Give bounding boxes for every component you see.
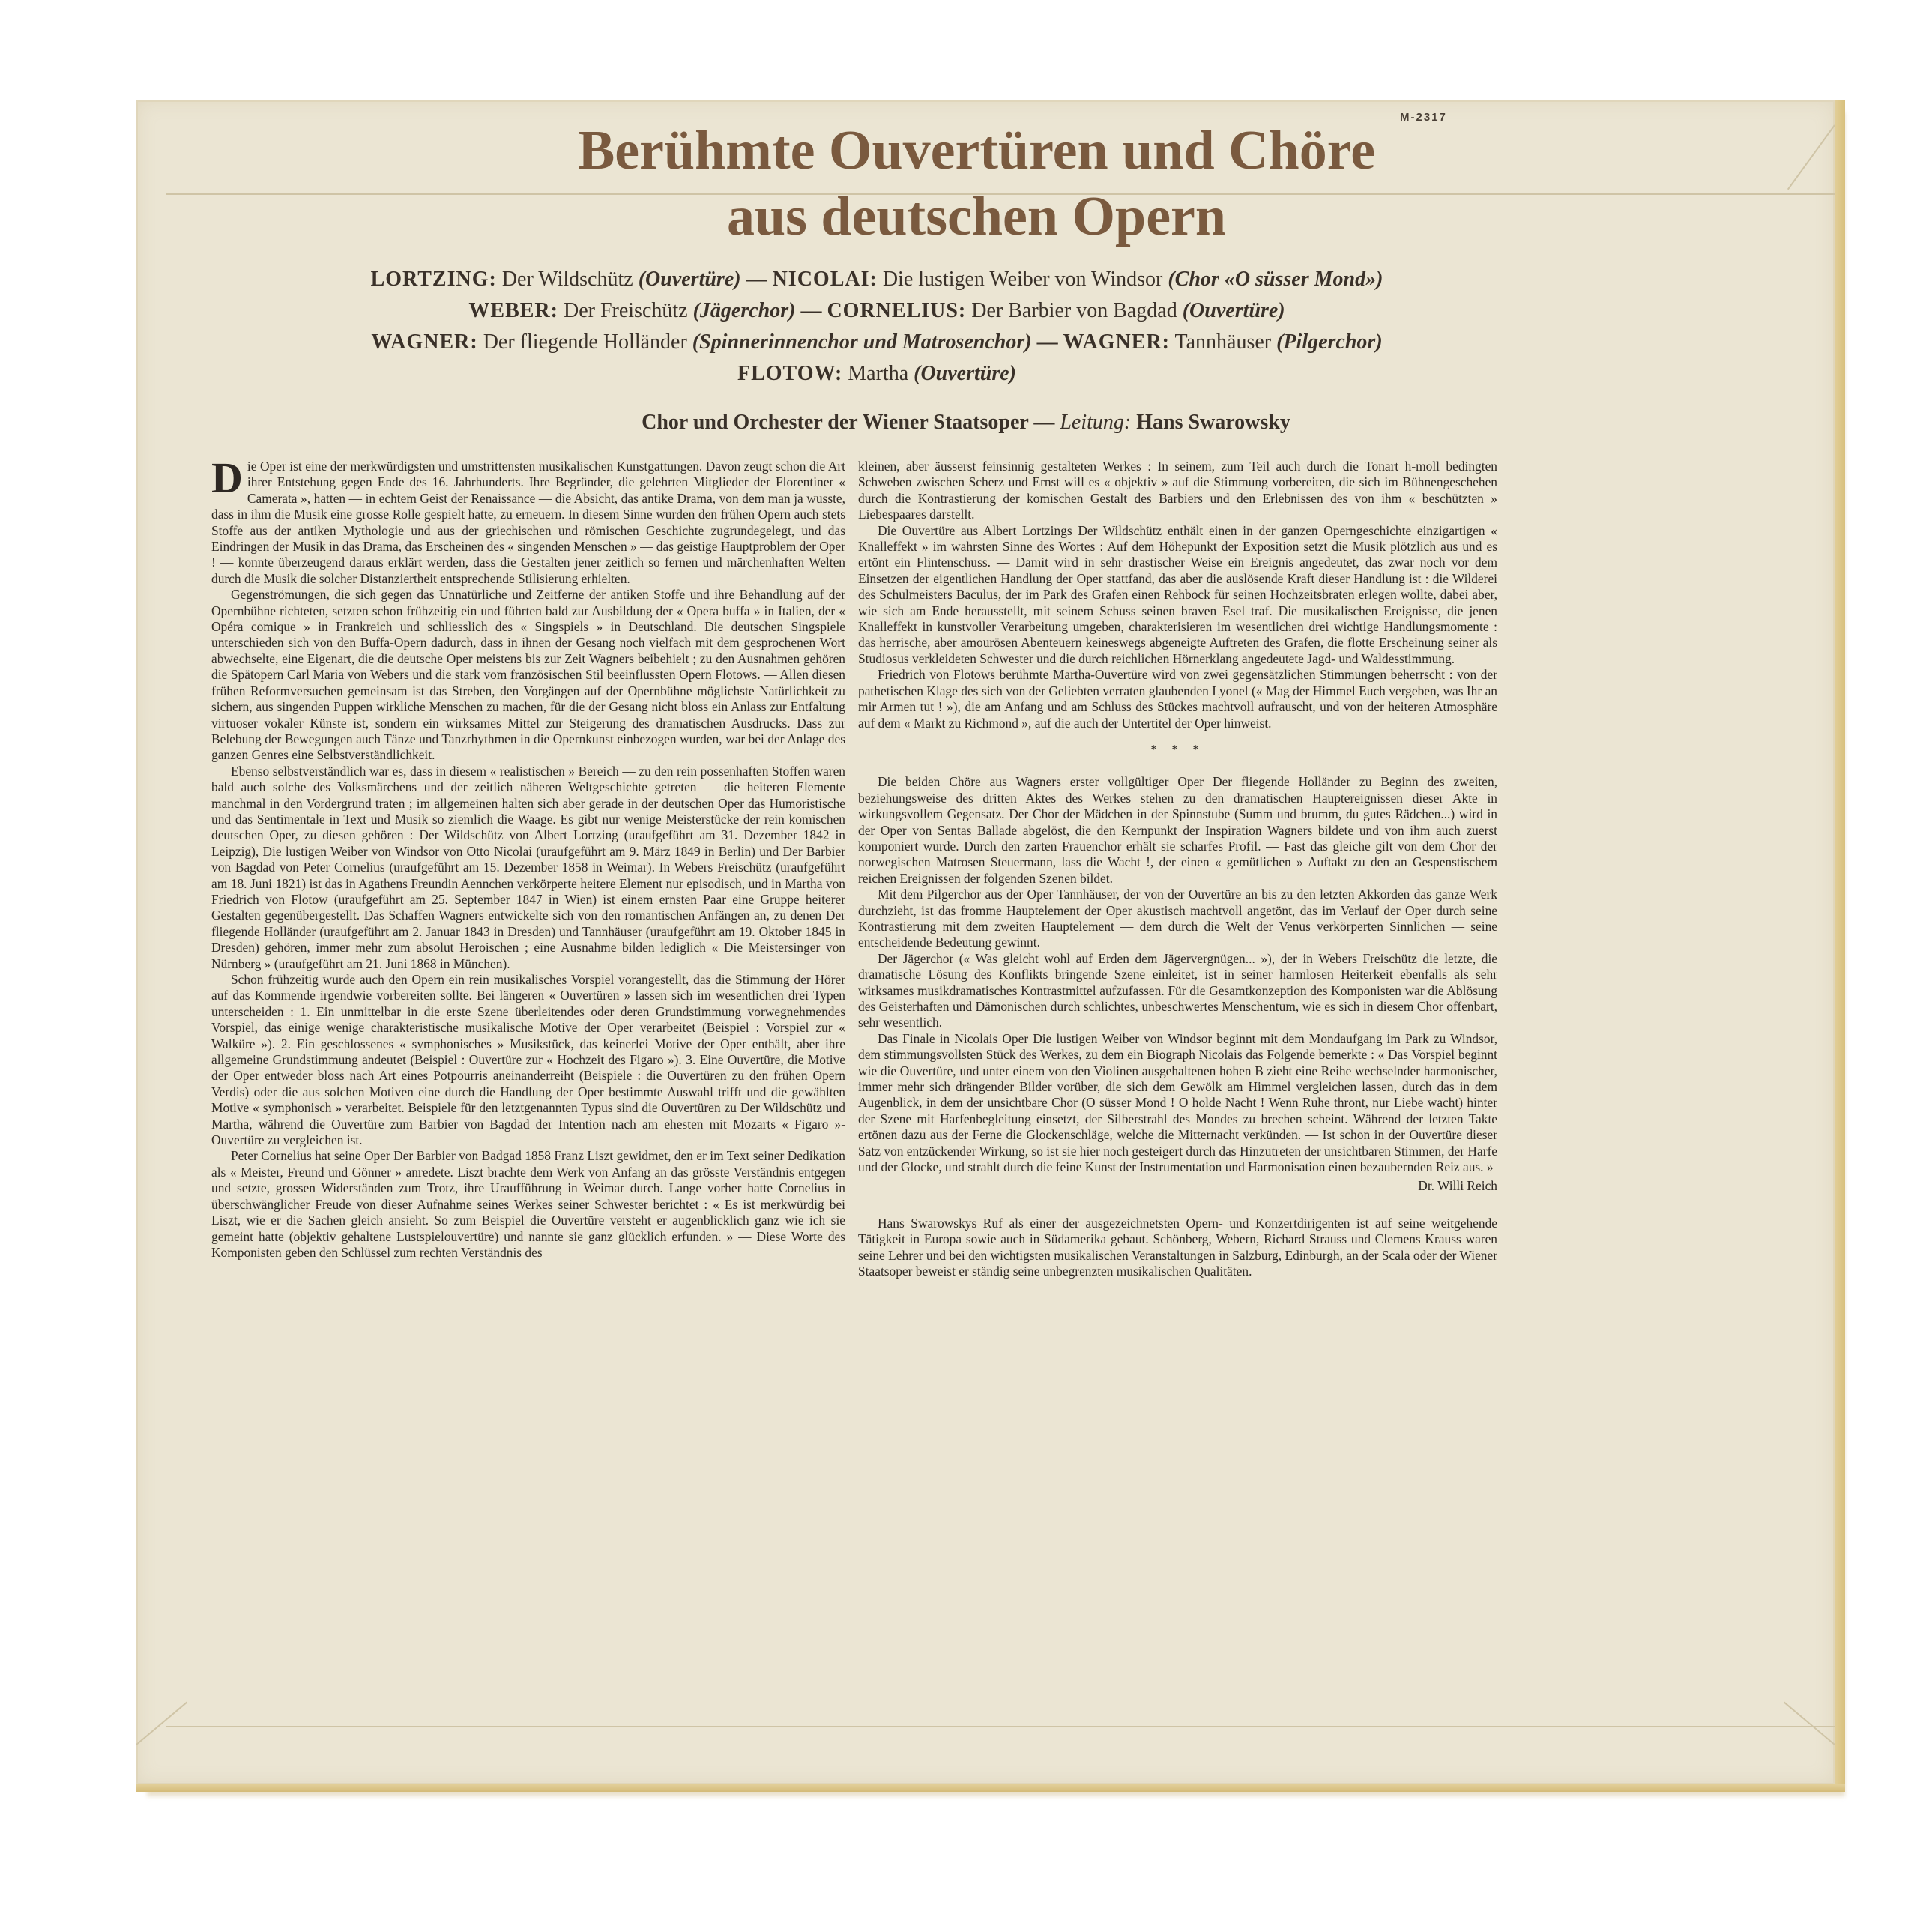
paragraph: Die beiden Chöre aus Wagners erster vollgültiger Oper Der fliegende Holländer zu Beginn des zweiten, beziehungsweise des dritten Aktes des Werkes stehen zu den dramatischen Hauptereignissen dieser Akte in wirkungsvollem Gegensatz. Der Chor der Mädchen in der Spinnstube (Summ und brumm, du gutes Rädchen...) wird in der Oper von Sentas Ballade abgelöst, die den Kernpunkt der Inspiration Wagners bildete und von ihm auch zuerst komponiert wurde. Durch den zarten Frauenchor erhält sie scharfes Profil. — Fast das gleiche gilt von dem Chor der norwegischen Matrosen Steuermann, lass die Wacht !, der einen « gemütlichen » Auftakt zu den an Gespenstischem reichen Ereignissen der folgenden Szenen bildet. [858,774,1497,886]
program-listing [97,264,1656,390]
work-detail: (Ouvertüre) [1182,299,1285,322]
work-title: Der Barbier von Bagdad [971,299,1177,322]
program-line [97,295,1656,327]
work-detail: (Pilgerchor) [1276,330,1383,354]
paragraph: Peter Cornelius hat seine Oper Der Barbier von Badgad 1858 Franz Liszt gewidmet, den er im Text seiner Dedikation als « Meister, Freund und Gönner » anredete. Liszt brachte dem Werk von Anfang an das grösste Verständnis entgegen und setzte, grossen Widerständen zum Trotz, ihre Uraufführung in Weimar durch. Lange vorher hatte Cornelius in überschwänglicher Freude von dieser Aufnahme seines Werkes seiner Schwester berichtet : « Es ist merkwürdig bei Liszt, wie er die Sachen gleich ansieht. So zum Beispiel die Ouvertüre versteht er augenblicklich ganz wie ich sie gemeint hatte (objektiv gehaltene Lustspielouvertüre) und nannte sie ganz glücklich erfunden. » — Diese Worte des Komponisten geben den Schlüssel zum rechten Verständnis des [211,1148,845,1260]
flap-crease-bottom-left [136,1702,187,1745]
paragraph: Die Ouvertüre aus Albert Lortzings Der Wildschütz enthält einen in der ganzen Operngeschichte einzigartigen « Knalleffekt » im wahrsten Sinne des Wortes : Auf dem Höhepunkt der Exposition setzt die Musik plötzlich aus und es ertönt ein Flintenschuss. — Damit wird in sehr drastischer Weise ein Ereignis angedeutet, das zwar noch vor dem Einsetzen der eigentlichen Handlung der Oper stattfand, das aber die auslösende Kraft dieser Handlung ist : die Wilderei des Schulmeisters Baculus, der im Park des Grafen einen Rehbock für seinen Hochzeitsbraten erlegen wollte, dabei aber, wie sich am Ende herausstellt, mit seinem Schuss seinen braven Esel traf. Die musikalischen Ereignisse, die jenen Knalleffekt in kunstvoller Verarbeitung umgeben, charakterisieren im wesentlichen drei wichtige Handlungsmomente : das herrische, aber amourösen Abenteuern keineswegs abgeneigte Auftreten des Grafen, die flotte Erscheinung seiner als Studiosus verkleideten Schwester und die durch reichlichen Hörnerklang angedeutete Jagd- und Waldesstimmung. [858,522,1497,666]
section-divider-stars: * * * [1150,743,1205,756]
work-title: Tannhäuser [1174,330,1272,354]
work-detail: (Spinnerinnenchor und Matrosenchor) [692,330,1032,354]
flap-crease-bottom-right [1784,1702,1835,1745]
ensemble-name: Chor und Orchester der Wiener Staatsoper [642,411,1029,434]
work-title: Der Freischütz [563,299,688,322]
work-title: Der Wildschütz [501,268,633,291]
glue-flap-bottom [166,1726,1835,1727]
paragraph: Schon frühzeitig wurde auch den Opern ein rein musikalisches Vorspiel vorangestellt, das die Stimmung der Hörer auf das Kommende irgendwie vorbereiten sollte. Bei längeren « Ouvertüren » lassen sich im wesentlichen drei Typen unterscheiden : 1. Ein unmittelbar in die erste Szene überleitendes oder deren Grundstimmung vorwegnehmendes Vorspiel, das einige wenige charakteristische musikalische Motive der Oper verarbeitet (Beispiel : Vorspiel zur « Walküre »). 2. Ein geschlossenes « symphonisches » Musikstück, das keinerlei Motive der Oper enthält, aber ihre allgemeine Grundstimmung andeutet (Beispiel : Ouvertüre zur « Hochzeit des Figaro »). 3. Eine Ouvertüre, die Motive der Oper entweder bloss nach Art eines Potpourris aneinanderreiht (Beispiele : die Ouvertüren zu den frühen Opern Verdis) oder die aus solchen Motiven eine durch die Handlung der Oper bestimmte Auswahl trifft und die gewählten Motive « symphonisch » verarbeitet. Beispiele für den letztgenannten Typus sind die Ouvertüren zu Der Wildschütz und Martha, während die Ouvertüre zum Barbier von Bagdad der Intention nach am ehesten mit Mozarts « Figaro »-Ouvertüre zu vergleichen ist. [211,972,845,1148]
separator: — [746,268,767,291]
composer: WEBER: [468,299,558,322]
work-title: Martha [848,362,909,385]
separator: — [1036,330,1058,354]
paragraph: Ebenso selbstverständlich war es, dass in diesem « realistischen » Bereich — zu den rein possenhaften Stoffen waren bald auch solche des Volksmärchens und der zeitlich näheren Weltgeschichte getreten — die heiteren Elemente manchmal in den Vordergrund traten ; im allgemeinen halten sich aber gerade in der deutschen Oper das Humoristische und das Sentimentale in Text und Musik so ziemlich die Waage. Es gibt nur wenige Meisterstücke der rein komischen deutschen Oper, zu diesen gehören : Der Wildschütz von Albert Lortzing (uraufgeführt am 31. Dezember 1842 in Leipzig), Die lustigen Weiber von Windsor von Otto Nicolai (uraufgeführt am 9. März 1849 in Berlin) und Der Barbier von Bagdad von Peter Cornelius (uraufgeführt am 15. Dezember 1858 in Weimar). In Webers Freischütz (uraufgeführt am 18. Juni 1821) ist das in Agathens Freundin Aennchen verkörperte heitere Element nur episodisch, und in Martha von Friedrich von Flotow (uraufgeführt am 25. September 1847 in Wien) ist einem ernsten Paar eine Gruppe heiterer Gestalten gegenübergestellt. Das Schaffen Wagners entwickelte sich von den romantischen Anfängen an, zu denen Der fliegende Holländer (uraufgeführt am 2. Januar 1843 in Dresden) und Tannhäuser (uraufgeführt am 19. Oktober 1845 in Dresden) gehören, immer mehr zum absolut Heroischen ; eine Ausnahme bilden lediglich « Die Meistersinger von Nürnberg » (uraufgeführt am 21. Juni 1868 in München). [211,763,845,971]
composer: CORNELIUS: [827,299,967,322]
composer: WAGNER: [371,330,478,354]
album-title-line-1: Berühmte Ouvertüren und Chöre [577,120,1376,181]
catalog-number: M-2317 [1400,111,1447,124]
paragraph: Mit dem Pilgerchor aus der Oper Tannhäuser, der von der Ouvertüre an bis zu den letzten Akkorden das ganze Werk durchzieht, ist das fromme Hauptelement der Oper akustisch machtvoll angetönt, das im Verlauf der Oper durch seine Kontrastierung mit dem zweiten Hauptelement — dem durch die Welt der Venus verkörperten Sinnlichen — seine entscheidende Bedeutung gewinnt. [858,887,1497,950]
paragraph: Friedrich von Flotows berühmte Martha-Ouvertüre wird von zwei gegensätzlichen Stimmungen beherrscht : von der pathetischen Klage des sich von der Geliebten verraten glaubenden Lyonel (« Mag der Himmel Euch vergeben, was Ihr an mir Armen tut ! »), die am Anfang und am Schluss des Stückes machtvoll aufrauscht, und von der heiteren Atmosphäre auf dem « Markt zu Richmond », auf die auch der Untertitel der Oper hinweist. [858,667,1497,731]
work-detail: (Ouvertüre) [914,362,1017,385]
conductor-label: Leitung: [1060,411,1132,434]
album-title-line-2: aus deutschen Opern [726,186,1227,247]
work-title: Die lustigen Weiber von Windsor [882,268,1163,291]
composer: FLOTOW: [737,362,843,385]
conductor-name: Hans Swarowsky [1136,411,1290,434]
sleeve-edge-bottom [136,1784,1845,1792]
work-title: Der fliegende Holländer [483,330,687,354]
work-detail: (Chor «O süsser Mond») [1168,268,1383,291]
composer: WAGNER: [1063,330,1170,354]
conductor-biography: Hans Swarowskys Ruf als einer der ausgezeichnetsten Opern- und Konzertdirigenten ist auf seine weitgehende Tätigkeit in Europa sowie auch in Südamerika gebaut. Schönberg, Webern, Richard Strauss und Clemens Krauss waren seine Lehrer und bei den wichtigsten musikalischen Veranstaltungen in Salzburg, Edinburgh, an der Scala oder der Wiener Staatsoper beweist er ständig seine unbegrenzten musikalischen Qualitäten. [858,1215,1497,1279]
program-line [97,264,1656,295]
paragraph: Die Oper ist eine der merkwürdigsten und umstrittensten musikalischen Kunstgattungen. Davon zeugt schon die Art ihrer Entstehung gegen Ende des 16. Jahrhunderts. Ihre Begründer, die gelehrten Mitglieder der Florentiner « Camerata », hatten — in echtem Geist der Renaissance — die Absicht, das antike Drama, von dem man ja wusste, dass in ihm die Musik eine grosse Rolle gespielt hatte, zu erneuern. In diesem Sinne wurden den frühen Opern auch stets Stoffe aus der antiken Mythologie und aus der griechischen und römischen Geschichte zugrundegelegt, und das Eindringen der Musik in das Drama, das Erscheinen des « singenden Menschen » — das geistige Hauptproblem der Oper ! — konnte überzeugend daraus erklärt werden, dass die Gestalten jener zeitlich so fernen und märchenhaften Welten durch die Musik die solcher Distanziertheit entsprechende Stilisierung erhielten. [211,453,845,586]
work-detail: (Ouvertüre) [638,268,741,291]
composer: NICOLAI: [772,268,878,291]
program-line [97,327,1656,358]
composer: LORTZING: [370,268,497,291]
paragraph: Gegenströmungen, die sich gegen das Unnatürliche und Zeitferne der antiken Stoffe und ihre Behandlung auf der Opernbühne richteten, setzten schon frühzeitig ein und führten bald zur Ausbildung der « Opera buffa » in Italien, der « Opéra comique » in Frankreich und schliesslich des « Singspiels » in Deutschland. Die deutschen Singspiele unterschieden sich von den Buffa-Opern dadurch, dass in ihnen der Gesang noch vielfach mit dem gesprochenen Wort abwechselte, eine Eigenart, die die deutsche Oper meistens bis zur Zeit Wagners beibehielt ; zu den Ausnahmen gehören die Spätopern Carl Maria von Webers und die stark vom französischen Stil beeinflussten Opern Flotows. — Allen diesen frühen Reformversuchen gemeinsam ist das Streben, den Vorgängen auf der Opernbühne möglichste Natürlichkeit zu sichern, aus singenden Puppen wirkliche Menschen zu machen, für die der Gesang nicht bloss ein Anlass zur Entfaltung virtuoser vokaler Künste ist, sondern ein wirksames Mittel zur Steigerung des dramatischen Ausdrucks. Dass zur Belebung der Bewegungen auch Tänze und Tanzrhythmen in die Opernkunst einbezogen wurden, war bei der Anlage des ganzen Genres eine Selbstverständlichkeit. [211,587,845,763]
liner-notes-left-column [211,453,845,1261]
separator: — [1033,411,1055,434]
liner-notes-right-column [858,459,1497,1280]
paragraph: Der Jägerchor (« Was gleicht wohl auf Erden dem Jägervergnügen... »), der in Webers Freischütz die letzte, die dramatische Lösung des Konflikts bringende Szene einleitet, ist in seiner harmlosen Heiterkeit ebenfalls als sehr wirksames musikdramatisches Kontrastmittel aufzufassen. Für die Gesamtkonzeption des Komponisten war die Ablösung des Geisterhaften und Dämonischen durch schlichtes, unbeschwertes Menschentum, wie es sich in diesem Chor offenbart, sehr wesentlich. [858,950,1497,1030]
drop-cap: D [211,453,243,502]
paragraph: Das Finale in Nicolais Oper Die lustigen Weiber von Windsor beginnt mit dem Mondaufgang im Park zu Windsor, dem stimmungsvollsten Stück des Werkes, zu dem ein Biograph Nicolais das Folgende bemerkte : « Das Vorspiel beginnt wie die Ouvertüre, und unter einem von den Violinen ausgehaltenen hohen B zieht eine Reihe wechselnder harmonischer, immer mehr sich drängender Bilder vorüber, die sich dem Gewölk am Himmel vergleichen lassen, durch das in dem Augenblick, in dem der unsichtbare Chor (O süsser Mond ! O holde Nacht ! Wenn Ruhe thront, nur Liebe wacht) hinter der Szene mit Harfenbegleitung einsetzt, der Silberstrahl des Mondes zu brechen scheint. Während der letzten Takte ertönen dazu aus der Ferne die Glockenschläge, welche die Mitternacht verkünden. — Ist schon in der Ouvertüre dieser Satz von entzückender Wirkung, so ist sie hier noch gesteigert durch das Hinzutreten der unsichtbaren Stimmen, der Harfe und der Glocke, und strahlt durch die feine Kunst der Instrumentation und Harmonisation einen bezaubernden Reiz aus. » [858,1030,1497,1175]
sleeve-edge-right [1835,100,1845,1784]
performers-credit [0,411,1932,435]
separator: — [800,299,822,322]
author-signature: Dr. Willi Reich [1418,1178,1497,1194]
work-detail: (Jägerchor) [692,299,796,322]
program-line [97,358,1656,390]
paragraph: kleinen, aber äusserst feinsinnig gestalteten Werkes : In seinem, zum Teil auch durch die Tonart h-moll bedingten Schweben zwischen Scherz und Ernst will es « objektiv » auf die Stimmung vorbereiten, die sich im Bühnengeschehen durch die Kontrastierung der komischen Gestalt des Barbiers und den Erlebnissen des von ihm « beschützten » Liebespaares darstellt. [858,459,1497,522]
